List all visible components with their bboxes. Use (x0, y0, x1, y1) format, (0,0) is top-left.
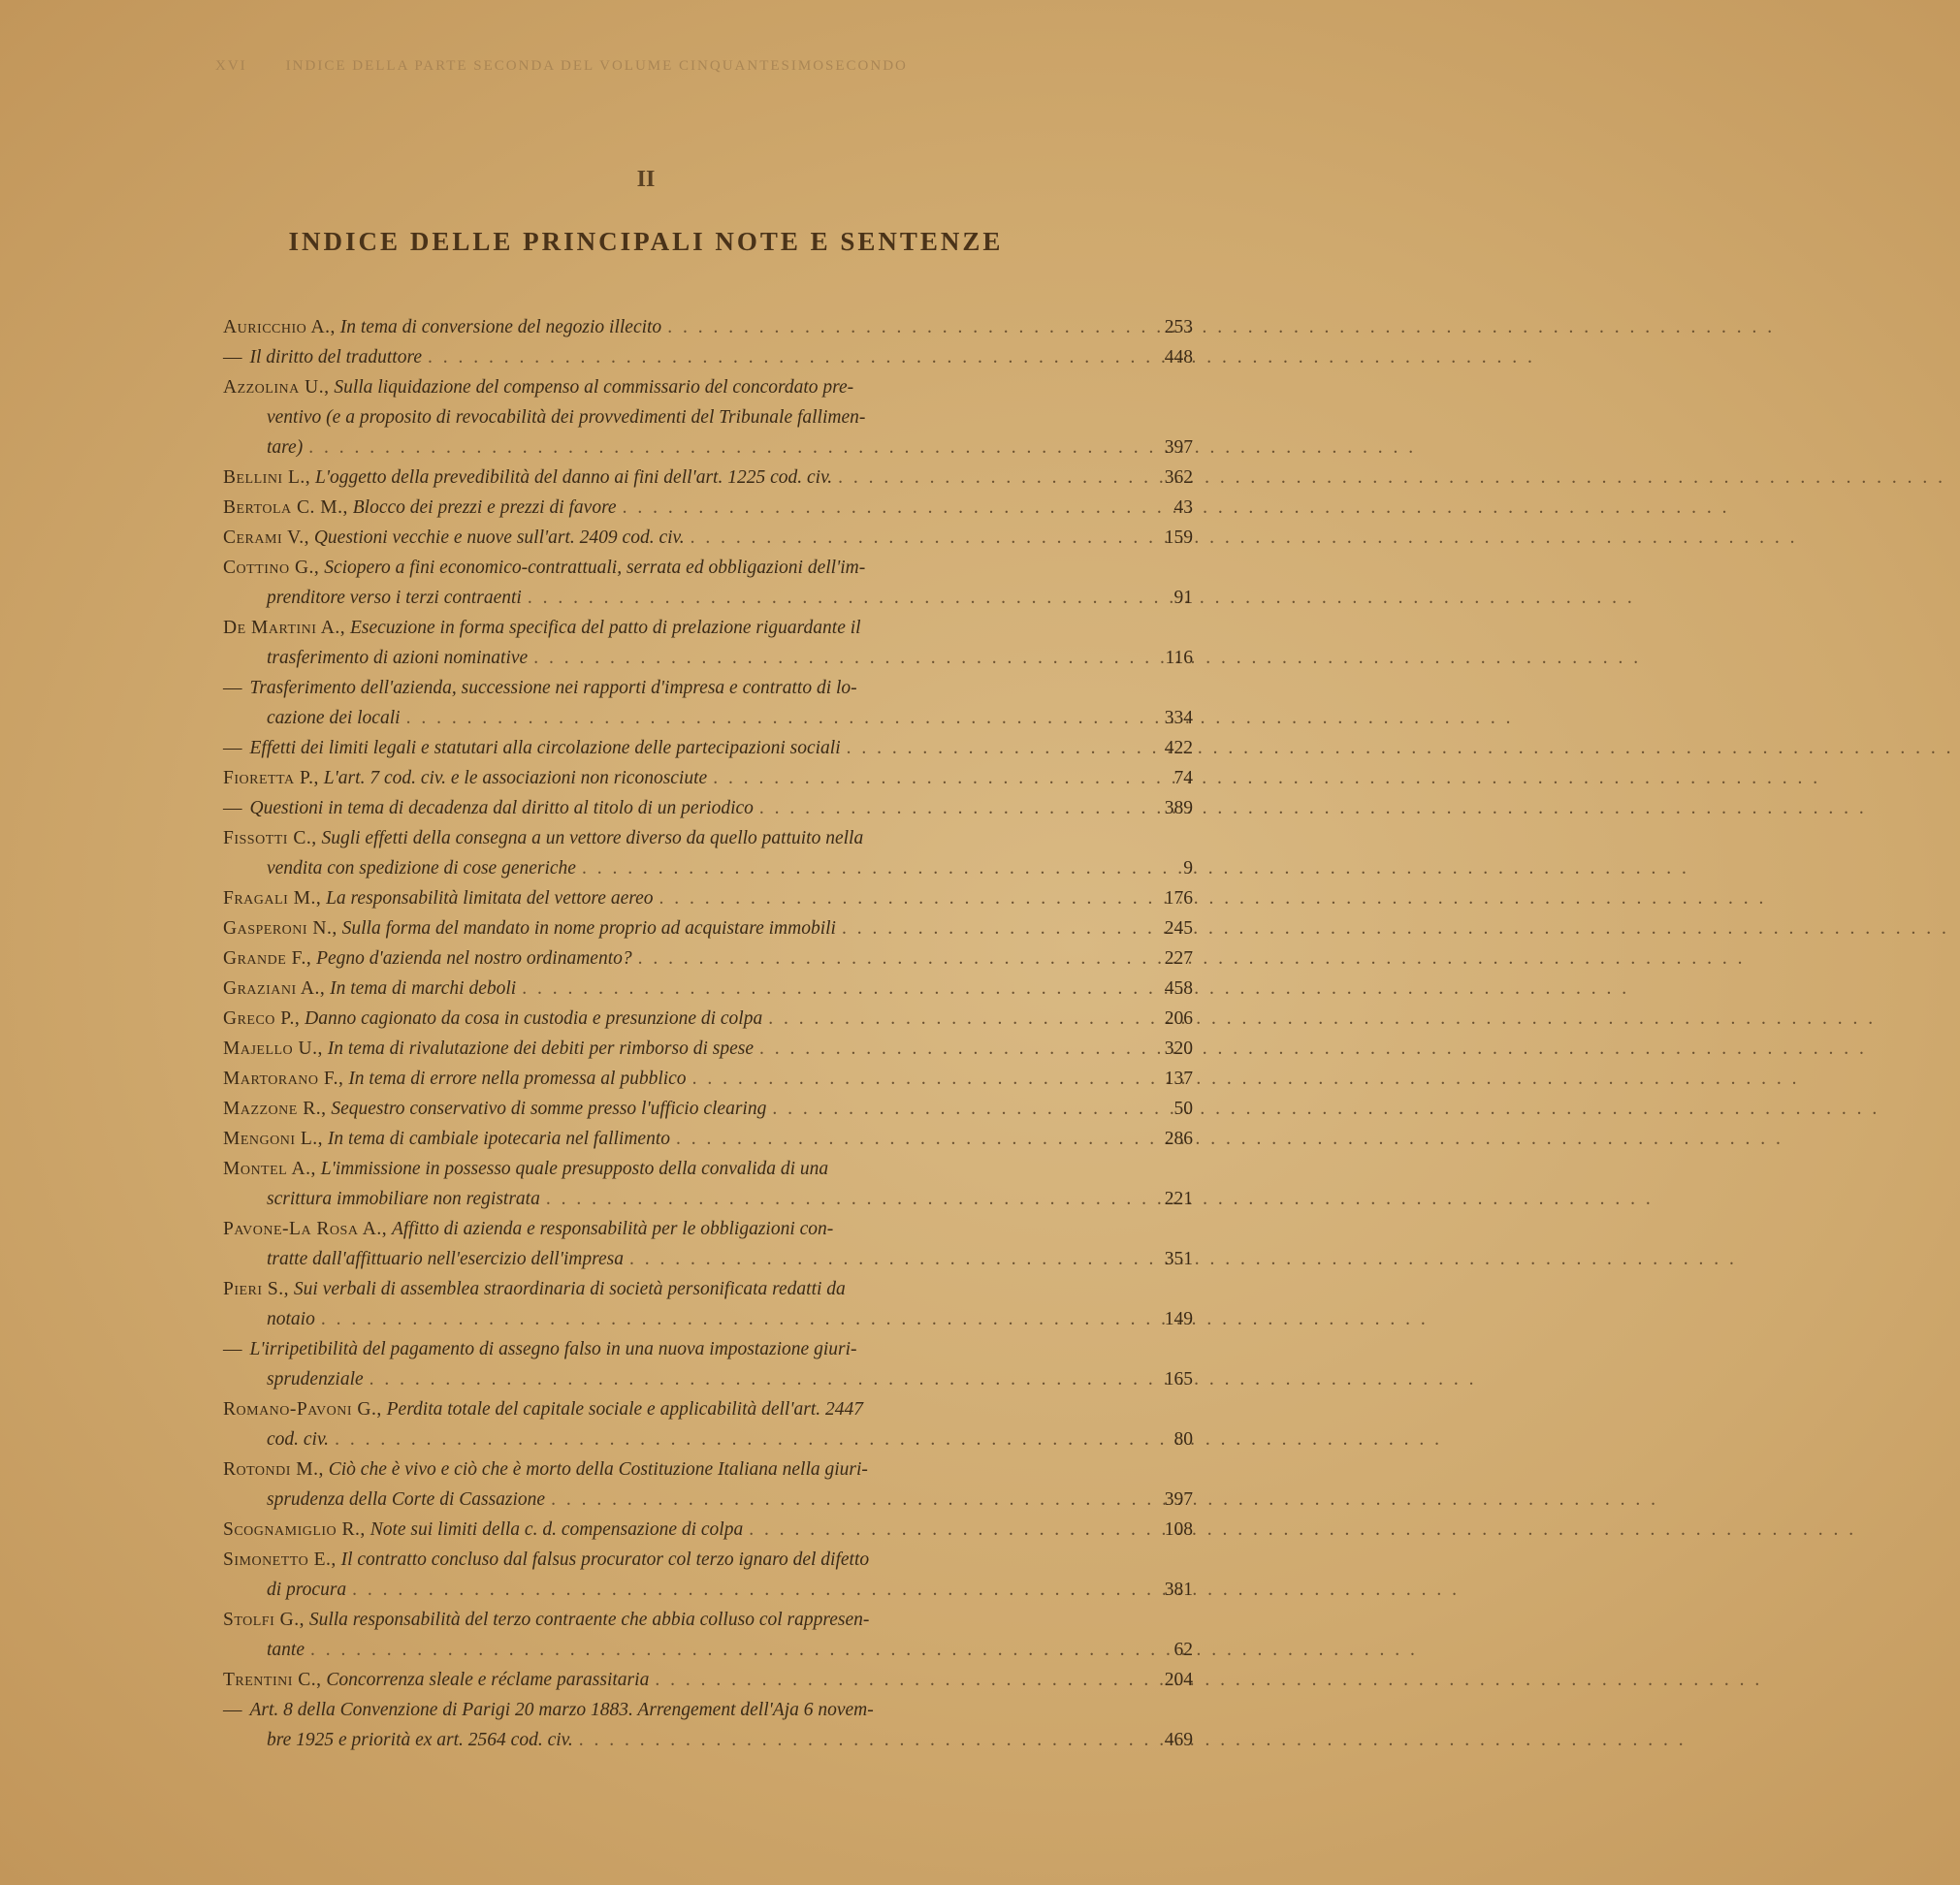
entry-line (223, 733, 1135, 763)
entry-title: Questioni in tema di decadenza dal diritto al titolo di un periodico (249, 798, 754, 818)
entry-line (223, 1725, 1135, 1755)
entry-title: La responsabilità limitata del vettore aereo (326, 888, 654, 909)
entry-page: 245 (1164, 918, 1193, 939)
entry-title: Sui verbali di assemblea straordinaria di società personificata redatti da (293, 1279, 846, 1299)
entry-line (223, 853, 1135, 883)
entry-line (223, 1485, 1135, 1515)
entry-page: 43 (1173, 497, 1193, 518)
dot-leader (754, 793, 1873, 823)
section-number: II (636, 167, 656, 192)
entry-page: 389 (1164, 798, 1193, 818)
entry-line (223, 643, 1135, 673)
entry-title: Effetti dei limiti legali e statutari alla circolazione delle partecipazioni sociali (249, 738, 841, 758)
dot-leader (315, 1304, 1434, 1334)
entry-page: 422 (1164, 738, 1193, 758)
entry-page: 50 (1173, 1099, 1193, 1119)
entry-title: L'oggetto della prevedibilità del danno ai fini dell'art. 1225 cod. civ. (315, 467, 833, 488)
entry-page: 80 (1173, 1429, 1193, 1450)
index-entry (223, 613, 1193, 673)
entry-line (223, 1154, 1135, 1184)
index-entry (223, 1094, 1193, 1124)
entry-title: Sulla forma del mandato in nome proprio ad acquistare immobili (341, 918, 836, 939)
running-head-text: INDICE DELLA PARTE SECONDA DEL VOLUME CINQUANTESIMOSECONDO (285, 58, 908, 74)
index-entry (223, 553, 1193, 613)
entry-author: Fissotti C., (223, 828, 317, 848)
index-entry (223, 763, 1193, 793)
entry-author: Cerami V., (223, 527, 309, 548)
entry-line (223, 613, 1135, 643)
ditto-dash: — (223, 1339, 242, 1359)
entry-line (223, 553, 1135, 583)
section-title: INDICE DELLE PRINCIPALI NOTE E SENTENZE (288, 227, 1004, 256)
entry-author: Auricchio A., (223, 317, 336, 337)
entry-page: 149 (1164, 1309, 1193, 1329)
index-entry (223, 1064, 1193, 1094)
entry-line (223, 913, 1135, 943)
entry-line (223, 763, 1135, 793)
index-entry (223, 733, 1193, 763)
dot-leader (707, 763, 1826, 793)
index-entry (223, 1545, 1193, 1605)
entry-page: 397 (1164, 437, 1193, 458)
dot-leader (766, 1094, 1885, 1124)
entry-title: sprudenziale (267, 1369, 364, 1390)
dot-leader (685, 523, 1804, 553)
entry-author: Fragali M., (223, 888, 322, 909)
index-entry (223, 312, 1193, 342)
entry-line (223, 943, 1135, 974)
entry-title: scrittura immobiliare non registrata (267, 1189, 540, 1209)
entry-author: Cottino G., (223, 558, 320, 578)
entry-page: 74 (1173, 768, 1193, 788)
dot-leader (687, 1064, 1806, 1094)
entry-line (223, 372, 1135, 402)
entry-title: Blocco dei prezzi e prezzi di favore (352, 497, 617, 518)
dot-leader (762, 1004, 1881, 1034)
entry-line (223, 402, 1135, 432)
entry-page: 458 (1164, 978, 1193, 999)
entry-page: 137 (1164, 1069, 1193, 1089)
entry-line (223, 1274, 1135, 1304)
entry-page: 227 (1164, 948, 1193, 969)
entry-title: L'art. 7 cod. civ. e le associazioni non riconosciute (323, 768, 708, 788)
entry-author: Montel A., (223, 1159, 316, 1179)
index-entry (223, 974, 1193, 1004)
entry-page: 362 (1164, 467, 1193, 488)
index-entry (223, 913, 1193, 943)
entry-page: 448 (1164, 347, 1193, 367)
entry-line (223, 793, 1135, 823)
entry-page: 221 (1164, 1189, 1193, 1209)
entry-page: 469 (1164, 1730, 1193, 1750)
entry-line (223, 1094, 1135, 1124)
entry-page: 116 (1165, 648, 1193, 668)
entry-page: 204 (1164, 1670, 1193, 1690)
entry-line (223, 1214, 1135, 1244)
entry-page: 334 (1164, 708, 1193, 728)
entry-title: Ciò che è vivo e ciò che è morto della Costituzione Italiana nella giuri- (328, 1459, 868, 1480)
entry-title: Perdita totale del capitale sociale e applicabilità dell'art. 2447 (386, 1399, 864, 1420)
entry-page: 286 (1164, 1129, 1193, 1149)
entry-line (223, 703, 1135, 733)
entry-title: cod. civ. (267, 1429, 330, 1450)
entry-title: prenditore verso i terzi contraenti (267, 588, 522, 608)
index-entry (223, 1695, 1193, 1755)
entry-title: bre 1925 e priorità ex art. 2564 cod. civ. (267, 1730, 573, 1750)
entry-title: Sulla liquidazione del compenso al commissario del concordato pre- (334, 377, 854, 398)
entry-page: 62 (1173, 1640, 1193, 1660)
entry-author: Grande F., (223, 948, 312, 969)
entry-title: tante (267, 1640, 305, 1660)
entry-title: Questioni vecchie e nuove sull'art. 2409 cod. civ. (313, 527, 685, 548)
entry-line (223, 974, 1135, 1004)
index-entry (223, 493, 1193, 523)
entry-line (223, 1605, 1135, 1635)
entry-author: Scognamiglio R., (223, 1519, 366, 1540)
dot-leader (661, 312, 1781, 342)
entry-line (223, 523, 1135, 553)
entry-page: 108 (1164, 1519, 1193, 1540)
dot-leader (649, 1665, 1768, 1695)
entry-line (223, 1575, 1135, 1605)
entry-author: Graziani A., (223, 978, 326, 999)
entry-line (223, 1424, 1135, 1454)
entry-title: notaio (267, 1309, 315, 1329)
entry-author: Bellini L., (223, 467, 311, 488)
entry-title: Art. 8 della Convenzione di Parigi 20 marzo 1883. Arrengement dell'Aja 6 novem- (249, 1700, 874, 1720)
entry-title: Esecuzione in forma specifica del patto di prelazione riguardante il (349, 618, 861, 638)
entry-title: trasferimento di azioni nominative (267, 648, 529, 668)
dot-leader (346, 1575, 1465, 1605)
entry-author: Romano-Pavoni G., (223, 1399, 382, 1420)
dot-leader (545, 1485, 1664, 1515)
index-entry (223, 463, 1193, 493)
index-entry (223, 1394, 1193, 1454)
running-head (215, 58, 1117, 75)
index-entry (223, 1605, 1193, 1665)
entry-title: Trasferimento dell'azienda, successione nei rapporti d'impresa e contratto di lo- (249, 678, 857, 698)
dot-leader (329, 1424, 1448, 1454)
entry-author: Simonetto E., (223, 1550, 337, 1570)
entry-line (223, 1695, 1135, 1725)
dot-leader (303, 432, 1422, 463)
index-entry (223, 1154, 1193, 1214)
entry-author: Mengoni L., (223, 1129, 324, 1149)
entry-title: Sulla responsabilità del terzo contraente che abbia colluso col rappresen- (308, 1610, 870, 1630)
entry-line (223, 1304, 1135, 1334)
entry-author: Fioretta P., (223, 768, 319, 788)
entry-line (223, 583, 1135, 613)
entry-line (223, 1515, 1135, 1545)
entry-title: L'irripetibilità del pagamento di assegno falso in una nuova impostazione giuri- (249, 1339, 857, 1359)
index-entry (223, 943, 1193, 974)
entry-line (223, 1394, 1135, 1424)
entry-author: Stolfi G., (223, 1610, 305, 1630)
entry-title: Sequestro conservativo di somme presso l'ufficio clearing (331, 1099, 767, 1119)
entry-title: ventivo (e a proposito di revocabilità dei provvedimenti del Tribunale fallimen- (267, 407, 866, 428)
entry-title: Il contratto concluso dal falsus procurator col terzo ignaro del difetto (340, 1550, 870, 1570)
entry-title: Danno cagionato da cosa in custodia e presunzione di colpa (305, 1008, 763, 1029)
entry-line (223, 1064, 1135, 1094)
dot-leader (670, 1124, 1789, 1154)
entry-line (223, 493, 1135, 523)
entry-line (223, 883, 1135, 913)
entry-page: 320 (1164, 1038, 1193, 1059)
index-entry (223, 1034, 1193, 1064)
entry-line (223, 1034, 1135, 1064)
entry-line (223, 1244, 1135, 1274)
index-entry (223, 342, 1193, 372)
entry-line (223, 432, 1135, 463)
dot-leader (522, 583, 1641, 613)
entry-page: 206 (1164, 1008, 1193, 1029)
entry-line (223, 673, 1135, 703)
ditto-dash: — (223, 798, 242, 818)
entry-title: In tema di marchi deboli (330, 978, 517, 999)
entry-title: Sugli effetti della consegna a un vettore diverso da quello pattuito nella (321, 828, 864, 848)
dot-leader (422, 342, 1541, 372)
entry-line (223, 1124, 1135, 1154)
entry-author: Azzolina U., (223, 377, 330, 398)
entry-title: Concorrenza sleale e réclame parassitaria (326, 1670, 650, 1690)
entry-title: In tema di cambiale ipotecaria nel fallimento (327, 1129, 671, 1149)
entry-line (223, 1545, 1135, 1575)
entry-page: 159 (1164, 527, 1193, 548)
page-number: XVI (215, 58, 247, 74)
index-entry (223, 823, 1193, 883)
index-entry (223, 1274, 1193, 1334)
entry-line (223, 1364, 1135, 1394)
index-entry (223, 673, 1193, 733)
index-entry (223, 793, 1193, 823)
dot-leader (743, 1515, 1862, 1545)
dot-leader (516, 974, 1635, 1004)
dot-leader (832, 463, 1951, 493)
index-entry (223, 1124, 1193, 1154)
entry-title: sprudenza della Corte di Cassazione (267, 1489, 546, 1510)
ditto-dash: — (223, 678, 242, 698)
index-entry (223, 523, 1193, 553)
index-entry (223, 1665, 1193, 1695)
dot-leader (836, 913, 1955, 943)
entry-author: Greco P., (223, 1008, 301, 1029)
dot-leader (754, 1034, 1873, 1064)
entry-title: Note sui limiti della c. d. compensazione di colpa (370, 1519, 744, 1540)
entry-line (223, 1184, 1135, 1214)
index-entry (223, 1214, 1193, 1274)
entry-line (223, 1454, 1135, 1485)
entry-page: 397 (1164, 1489, 1193, 1510)
index-entries (223, 312, 1193, 1755)
entry-page: 351 (1164, 1249, 1193, 1269)
entry-title: In tema di errore nella promessa al pubblico (348, 1069, 687, 1089)
index-entry (223, 1334, 1193, 1394)
entry-title: In tema di rivalutazione dei debiti per rimborso di spese (327, 1038, 754, 1059)
dot-leader (528, 643, 1647, 673)
entry-title: Sciopero a fini economico-contrattuali, serrata ed obbligazioni dell'im- (324, 558, 866, 578)
entry-author: Majello U., (223, 1038, 323, 1059)
dot-leader (305, 1635, 1424, 1665)
dot-leader (841, 733, 1960, 763)
index-entry (223, 883, 1193, 913)
index-entry (223, 1004, 1193, 1034)
entry-page: 165 (1164, 1369, 1193, 1390)
entry-page: 9 (1183, 858, 1193, 879)
entry-line (223, 1635, 1135, 1665)
ditto-dash: — (223, 738, 242, 758)
entry-title: Il diritto del traduttore (249, 347, 422, 367)
entry-author: Gasperoni N., (223, 918, 337, 939)
entry-line (223, 1334, 1135, 1364)
dot-leader (654, 883, 1773, 913)
entry-page: 91 (1173, 588, 1193, 608)
entry-author: Pieri S., (223, 1279, 290, 1299)
entry-line (223, 463, 1135, 493)
dot-leader (401, 703, 1520, 733)
entry-line (223, 823, 1135, 853)
dot-leader (540, 1184, 1659, 1214)
index-entry (223, 1515, 1193, 1545)
entry-line (223, 342, 1135, 372)
entry-title: L'immissione in possesso quale presupposto della convalida di una (320, 1159, 829, 1179)
entry-title: Affitto di azienda e responsabilità per le obbligazioni con- (391, 1219, 834, 1239)
entry-author: Mazzone R., (223, 1099, 327, 1119)
entry-author: Rotondi M., (223, 1459, 324, 1480)
entry-title: di procura (267, 1580, 347, 1600)
entry-author: Trentini C., (223, 1670, 322, 1690)
entry-title: tratte dall'affittuario nell'esercizio dell'impresa (267, 1249, 624, 1269)
entry-author: Pavone-La Rosa A., (223, 1219, 388, 1239)
entry-author: Bertola C. M., (223, 497, 348, 518)
ditto-dash: — (223, 347, 242, 367)
dot-leader (573, 1725, 1692, 1755)
entry-page: 381 (1164, 1580, 1193, 1600)
entry-page: 253 (1164, 317, 1193, 337)
entry-title: Pegno d'azienda nel nostro ordinamento? (316, 948, 632, 969)
entry-author: Martorano F., (223, 1069, 344, 1089)
ditto-dash: — (223, 1700, 242, 1720)
entry-title: cazione dei locali (267, 708, 401, 728)
entry-title: In tema di conversione del negozio illecito (339, 317, 662, 337)
dot-leader (364, 1364, 1483, 1394)
entry-title: tare) (267, 437, 304, 458)
entry-line (223, 312, 1135, 342)
entry-page: 176 (1164, 888, 1193, 909)
index-entry (223, 372, 1193, 463)
entry-line (223, 1004, 1135, 1034)
entry-title: vendita con spedizione di cose generiche (267, 858, 576, 879)
entry-line (223, 1665, 1135, 1695)
index-entry (223, 1454, 1193, 1515)
entry-author: De Martini A., (223, 618, 346, 638)
